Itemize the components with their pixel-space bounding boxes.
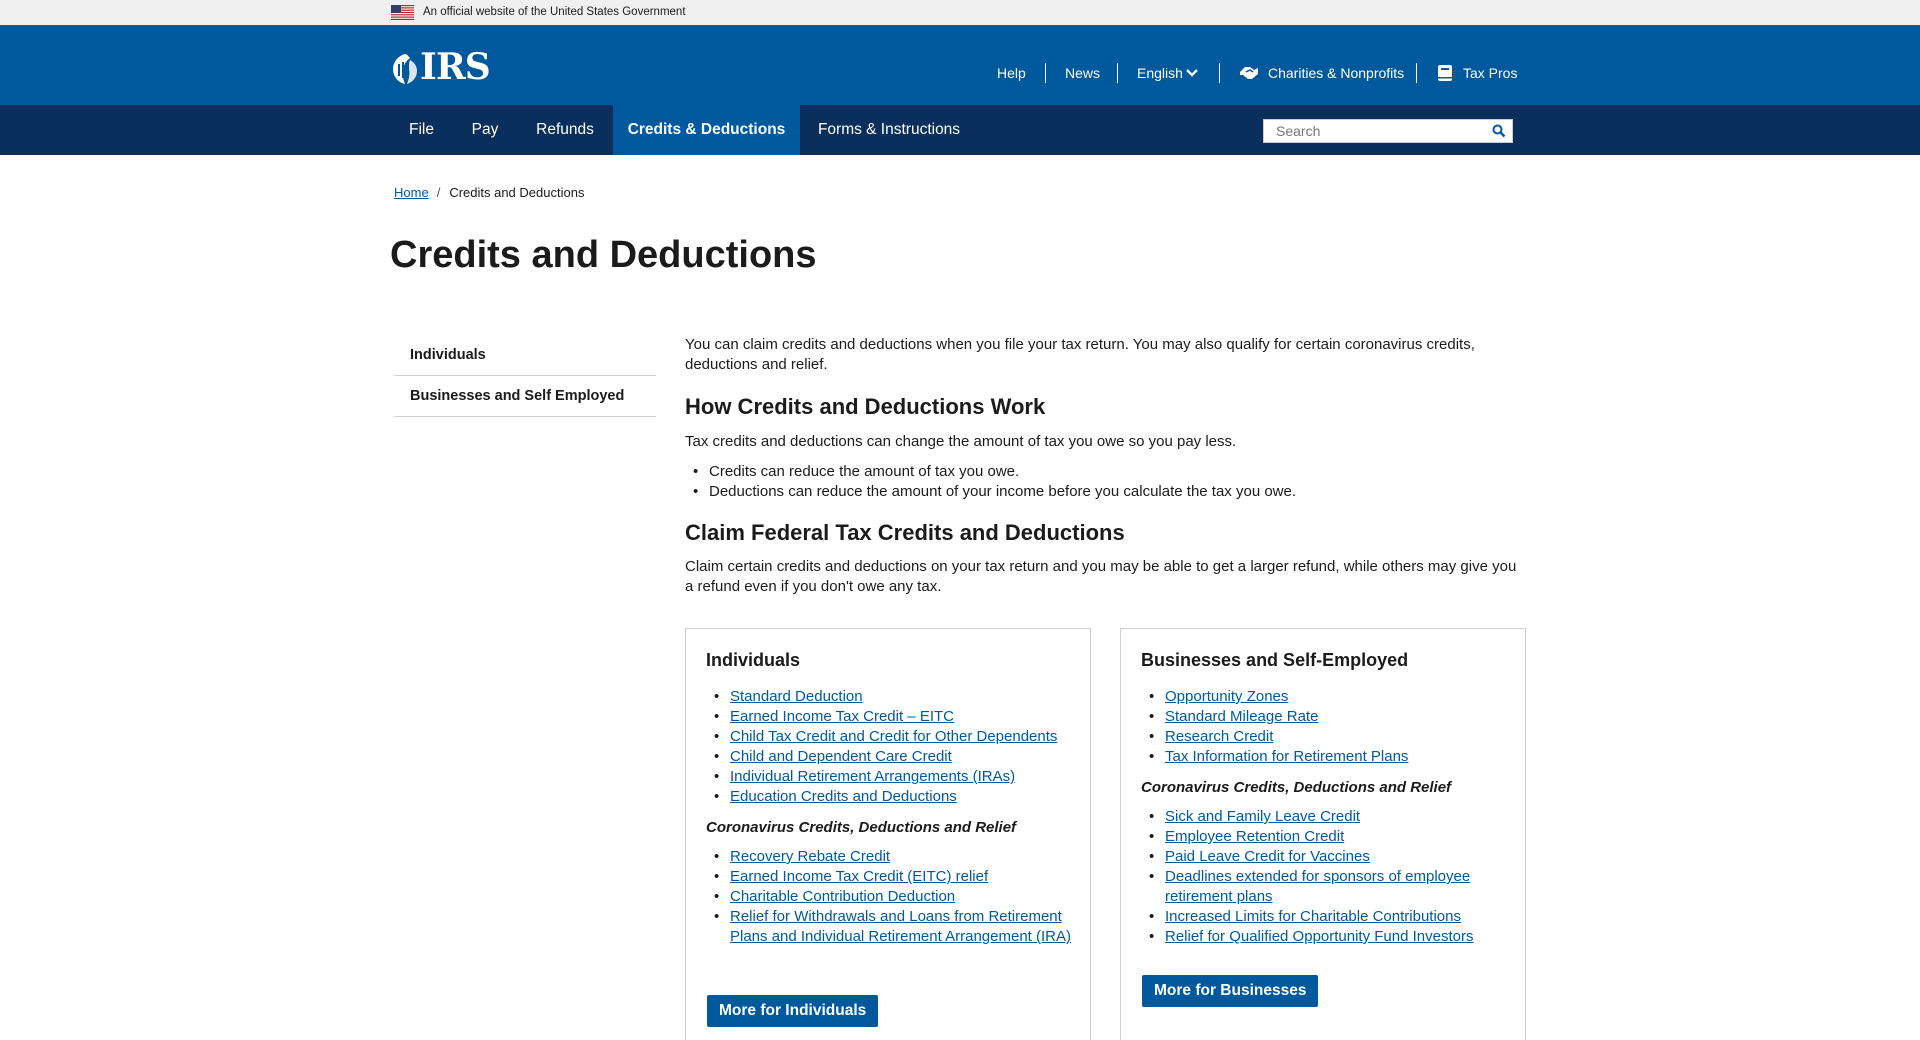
more-for-individuals-button[interactable]: More for Individuals	[707, 995, 878, 1027]
how-heading: How Credits and Deductions Work	[685, 394, 1046, 419]
list-item	[706, 707, 1076, 727]
more-for-businesses-button[interactable]: More for Businesses	[1142, 975, 1318, 1007]
util-divider	[1219, 63, 1220, 83]
claim-heading: Claim Federal Tax Credits and Deductions	[685, 520, 1125, 545]
card-title: Individuals	[706, 650, 801, 670]
handshake-icon	[1239, 64, 1259, 82]
card-title: Businesses and Self-Employed	[1141, 650, 1409, 670]
businesses-links	[1141, 687, 1511, 767]
page-title: Credits and Deductions	[390, 234, 817, 276]
list-item	[706, 787, 1076, 807]
gov-banner-text: An official website of the United States Government	[423, 6, 686, 18]
list-item	[706, 747, 1076, 767]
list-item	[706, 867, 1076, 887]
child-tax-credit-link[interactable]: Child Tax Credit and Credit for Other Dependents	[730, 728, 1058, 745]
ira-link[interactable]: Individual Retirement Arrangements (IRAs)	[730, 768, 1016, 785]
sidebar	[394, 335, 656, 417]
sidebar-item-individuals[interactable]: Individuals	[394, 335, 656, 376]
util-divider	[1045, 63, 1046, 83]
retirement-plans-link[interactable]: Tax Information for Retirement Plans	[1165, 748, 1409, 765]
recovery-rebate-link[interactable]: Recovery Rebate Credit	[730, 848, 891, 865]
chevron-down-icon[interactable]	[1186, 68, 1198, 78]
util-divider	[1117, 63, 1118, 83]
deadlines-extended-link[interactable]: Deadlines extended for sponsors of employee retirement plans	[1165, 868, 1471, 905]
list-item	[1141, 807, 1491, 827]
list-item	[1141, 687, 1511, 707]
breadcrumb-home-link[interactable]: Home	[394, 185, 429, 200]
irs-logo[interactable]	[390, 46, 494, 88]
individuals-covid-links	[706, 847, 1076, 947]
sick-family-leave-link[interactable]: Sick and Family Leave Credit	[1165, 808, 1361, 825]
dependent-care-credit-link[interactable]: Child and Dependent Care Credit	[730, 748, 952, 765]
mileage-rate-link[interactable]: Standard Mileage Rate	[1165, 708, 1319, 725]
list-item	[706, 847, 1076, 867]
charitable-limits-link[interactable]: Increased Limits for Charitable Contributions	[1165, 908, 1461, 925]
opportunity-fund-relief-link[interactable]: Relief for Qualified Opportunity Fund Investors	[1165, 928, 1474, 945]
claim-text: Claim certain credits and deductions on your tax return and you may be able to get a larger refund, while others may give you a refund even if you don't owe any tax.	[685, 558, 1517, 595]
individuals-card	[685, 628, 1091, 1040]
nav-pay[interactable]: Pay	[471, 121, 499, 138]
nav-refunds[interactable]: Refunds	[536, 121, 594, 138]
list-item	[1141, 827, 1491, 847]
list-item	[1141, 927, 1491, 947]
research-credit-link[interactable]: Research Credit	[1165, 728, 1274, 745]
individuals-links	[706, 687, 1076, 807]
news-link[interactable]: News	[1065, 65, 1101, 81]
nav-credits-deductions[interactable]: Credits & Deductions	[613, 105, 800, 155]
paid-leave-vaccines-link[interactable]: Paid Leave Credit for Vaccines	[1165, 848, 1370, 865]
opportunity-zones-link[interactable]: Opportunity Zones	[1165, 688, 1289, 705]
language-selector[interactable]: English	[1137, 65, 1183, 81]
list-item	[1141, 907, 1491, 927]
how-text: Tax credits and deductions can change the amount of tax you owe so you pay less.	[685, 433, 1237, 450]
list-item	[1141, 707, 1511, 727]
nav-file[interactable]: File	[409, 121, 434, 138]
breadcrumb-separator: /	[436, 185, 441, 200]
standard-deduction-link[interactable]: Standard Deduction	[730, 688, 863, 705]
eitc-link[interactable]: Earned Income Tax Credit – EITC	[730, 708, 954, 725]
list-item	[706, 767, 1076, 787]
charities-link[interactable]: Charities & Nonprofits	[1268, 65, 1405, 81]
search-icon[interactable]	[1492, 124, 1506, 138]
util-divider	[1416, 63, 1417, 83]
covid-subheading: Coronavirus Credits, Deductions and Relief	[706, 819, 1017, 836]
list-item	[706, 727, 1076, 747]
us-flag-icon	[391, 5, 414, 20]
eitc-relief-link[interactable]: Earned Income Tax Credit (EITC) relief	[730, 868, 989, 885]
charitable-deduction-link[interactable]: Charitable Contribution Deduction	[730, 888, 956, 905]
list-item: • Credits can reduce the amount of tax you owe.	[685, 462, 1527, 482]
breadcrumb	[394, 184, 584, 202]
businesses-covid-links	[1141, 807, 1491, 947]
irs-eagle-icon	[390, 52, 420, 86]
employee-retention-link[interactable]: Employee Retention Credit	[1165, 828, 1345, 845]
retirement-relief-link[interactable]: Relief for Withdrawals and Loans from Retirement Plans and Individual Retirement Arrangement (IRA)	[730, 908, 1072, 945]
logo-text: IRS	[420, 46, 490, 88]
book-icon	[1437, 64, 1453, 82]
gov-banner	[0, 0, 1920, 25]
businesses-card	[1120, 628, 1526, 1040]
list-item	[1141, 867, 1491, 907]
nav-forms-instructions[interactable]: Forms & Instructions	[817, 121, 961, 138]
breadcrumb-current: Credits and Deductions	[449, 185, 585, 200]
tax-pros-link[interactable]: Tax Pros	[1463, 65, 1518, 81]
site-header	[0, 25, 1920, 105]
list-item	[1141, 727, 1511, 747]
help-link[interactable]: Help	[997, 65, 1026, 81]
list-item	[706, 887, 1076, 907]
main-nav	[0, 105, 1920, 155]
list-item	[1141, 747, 1511, 767]
list-item	[706, 907, 1076, 947]
how-bullets	[685, 462, 1527, 502]
search-box	[1263, 119, 1513, 143]
covid-subheading: Coronavirus Credits, Deductions and Relief	[1141, 779, 1452, 796]
list-item	[706, 687, 1076, 707]
list-item	[1141, 847, 1491, 867]
sidebar-item-businesses[interactable]: Businesses and Self Employed	[394, 376, 656, 417]
education-credits-link[interactable]: Education Credits and Deductions	[730, 788, 957, 805]
intro-text: You can claim credits and deductions when you file your tax return. You may also qualify for certain coronavirus credits, deductions and relief.	[685, 336, 1475, 373]
search-input[interactable]	[1264, 120, 1484, 142]
list-item: • Deductions can reduce the amount of your income before you calculate the tax you owe.	[685, 482, 1527, 502]
